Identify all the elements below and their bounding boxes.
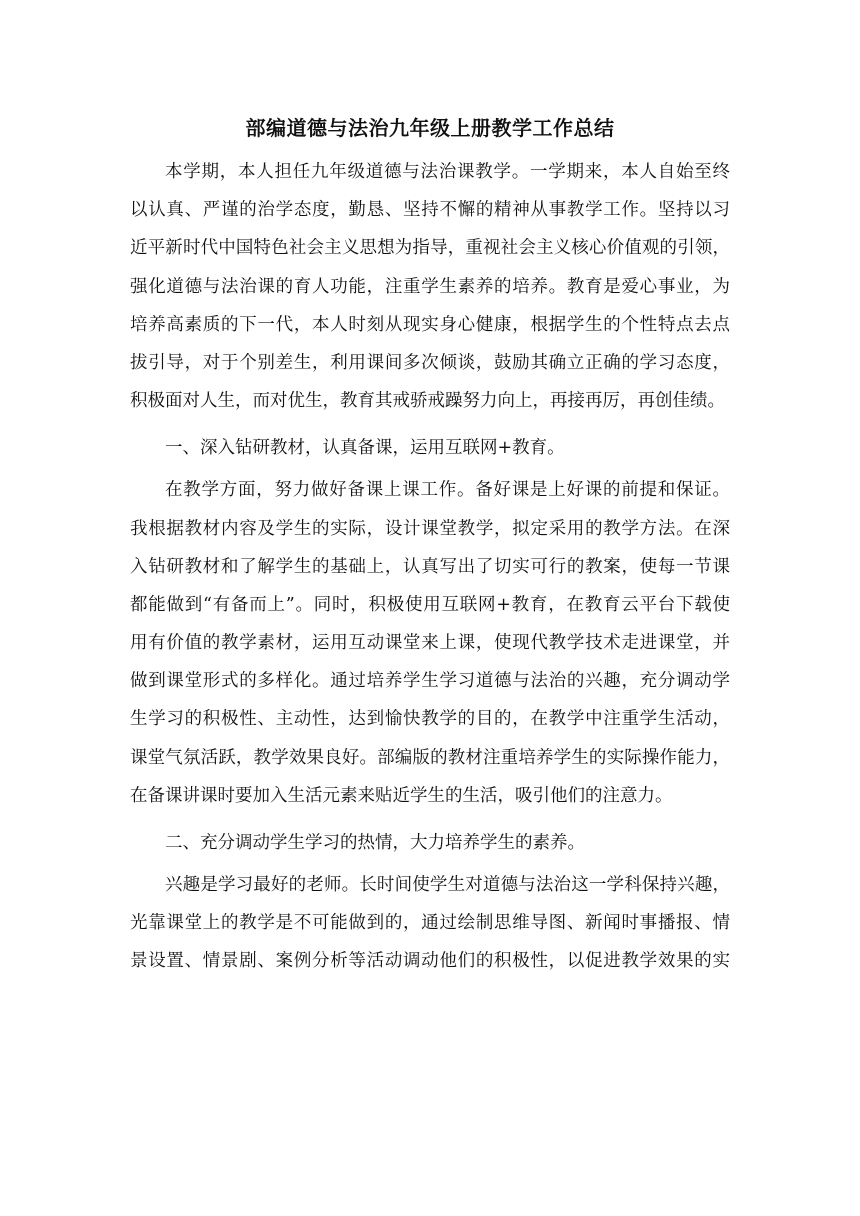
paragraph-line: 兴趣是学习最好的老师。长时间使学生对道德与法治这一学科保持兴趣， — [165, 875, 730, 895]
paragraph-line: 入钻研教材和了解学生的基础上，认真写出了切实可行的教案，使每一节课 — [130, 556, 730, 577]
paragraph-line: 本学期，本人担任九年级道德与法治课教学。一学期来，本人自始至终 — [165, 162, 730, 182]
paragraph-line: 在教学方面，努力做好备课上课工作。备好课是上好课的前提和保证。 — [165, 480, 730, 501]
paragraph — [130, 153, 730, 420]
paragraph-line: 积极面对人生，而对优生，教育其戒骄戒躁努力向上，再接再厉，再创佳绩。 — [130, 391, 725, 412]
paragraph-line: 我根据教材内容及学生的实际，设计课堂教学，拟定采用的教学方法。在深 — [130, 518, 730, 539]
section-heading: 二、充分调动学生学习的热情，大力培养学生的素养。 — [165, 833, 585, 853]
paragraph-line: 以认真、严谨的治学态度，勤恳、坚持不懈的精神从事教学工作。坚持以习 — [130, 200, 730, 221]
paragraph-line: 光靠课堂上的教学是不可能做到的，通过绘制思维导图、新闻时事播报、情 — [130, 913, 730, 934]
paragraph-line: 景设置、情景剧、案例分析等活动调动他们的积极性，以促进教学效果的实 — [130, 951, 730, 972]
document-title: 部编道德与法治九年级上册教学工作总结 — [245, 116, 615, 140]
paragraph-line: 培养高素质的下一代，本人时刻从现实身心健康，根据学生的个性特点去点 — [130, 314, 730, 335]
paragraph-line: 课堂气氛活跃，教学效果良好。部编版的教材注重培养学生的实际操作能力， — [130, 747, 730, 768]
paragraph-line: 近平新时代中国特色社会主义思想为指导，重视社会主义核心价值观的引领， — [130, 238, 730, 259]
paragraph-line: 拔引导，对于个别差生，利用课间多次倾谈，鼓励其确立正确的学习态度， — [130, 352, 730, 373]
section-heading: 一、深入钻研教材，认真备课，运用互联网+教育。 — [165, 438, 565, 459]
paragraph-line: 都能做到“有备而上”。同时，积极使用互联网+教育，在教育云平台下载使 — [130, 594, 730, 615]
document-body — [130, 153, 730, 981]
paragraph — [130, 471, 730, 815]
paragraph-line: 用有价值的教学素材，运用互动课堂来上课，使现代教学技术走进课堂，并 — [130, 633, 730, 654]
paragraph-line: 在备课讲课时要加入生活元素来贴近学生的生活，吸引他们的注意力。 — [130, 785, 673, 806]
paragraph-line: 强化道德与法治课的育人功能，注重学生素养的培养。教育是爱心事业，为 — [130, 276, 730, 297]
paragraph-line: 生学习的积极性、主动性，达到愉快教学的目的，在教学中注重学生活动， — [130, 709, 730, 730]
paragraph — [130, 866, 730, 981]
paragraph-line: 做到课堂形式的多样化。通过培养学生学习道德与法治的兴趣，充分调动学 — [130, 671, 730, 692]
